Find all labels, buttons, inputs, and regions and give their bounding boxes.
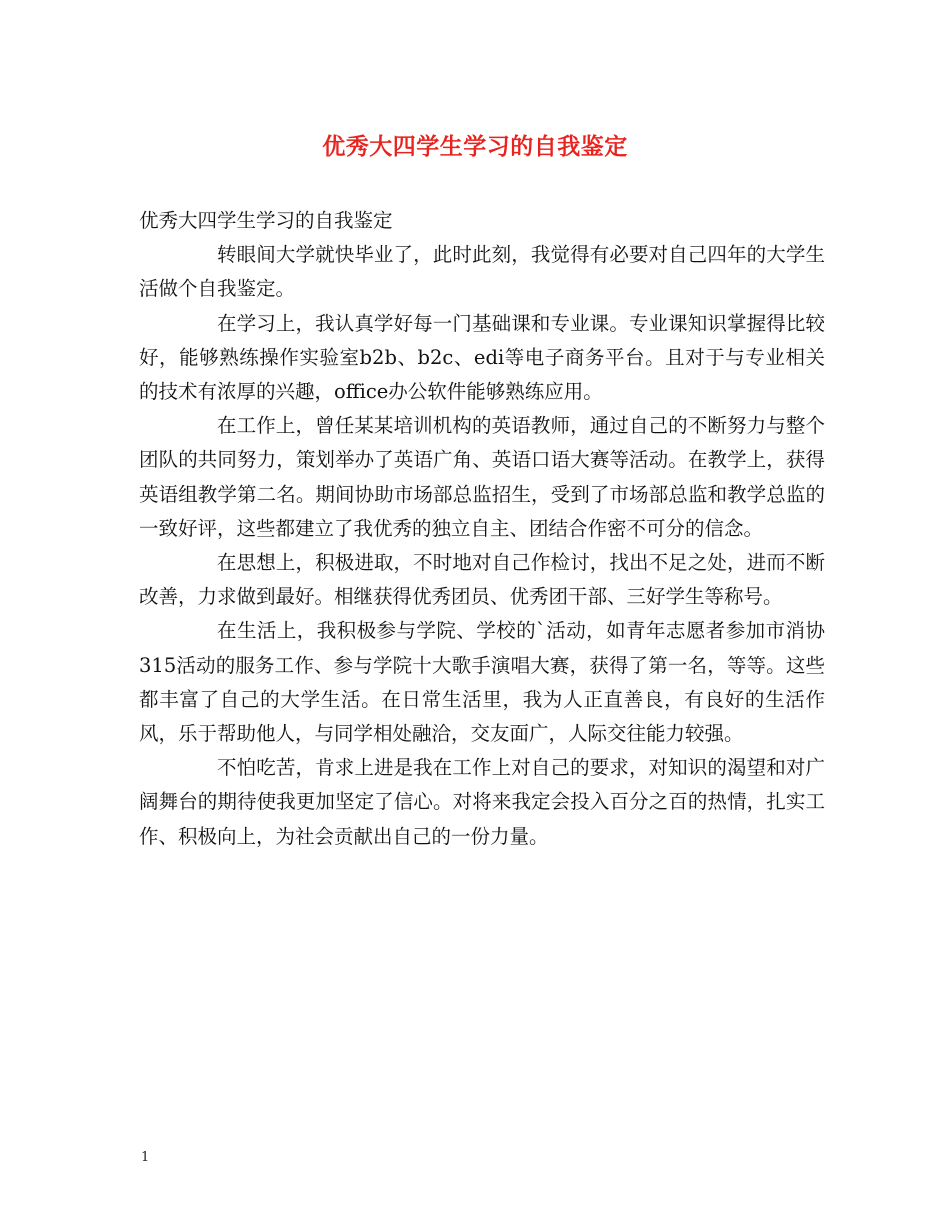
document-subtitle: 优秀大四学生学习的自我鉴定 xyxy=(139,209,393,232)
paragraph-thought: 在思想上，积极进取，不时地对自己作检讨，找出不足之处，进而不断改善，力求做到最好。相继获得优秀团员、优秀团干部、三好学生等称号。 xyxy=(139,551,825,609)
document-body xyxy=(139,204,825,854)
paragraph-study: 在学习上，我认真学好每一门基础课和专业课。专业课知识掌握得比较好，能够熟练操作实验室b2b、b2c、edi等电子商务平台。且对于与专业相关的技术有浓厚的兴趣，office办公软件能够熟练应用。 xyxy=(139,311,825,404)
page-number: 1 xyxy=(141,1150,150,1165)
paragraph-intro: 转眼间大学就快毕业了，此时此刻，我觉得有必要对自己四年的大学生活做个自我鉴定。 xyxy=(139,243,825,301)
paragraph-life: 在生活上，我积极参与学院、学校的`活动，如青年志愿者参加市消协315活动的服务工作、参与学院十大歌手演唱大赛，获得了第一名，等等。这些都丰富了自己的大学生活。在日常生活里，我为人正直善良，有良好的生活作风，乐于帮助他人，与同学相处融洽，交友面广，人际交往能力较强。 xyxy=(139,619,825,746)
document-title: 优秀大四学生学习的自我鉴定 xyxy=(322,133,628,160)
paragraph-conclusion: 不怕吃苦，肯求上进是我在工作上对自己的要求，对知识的渴望和对广阔舞台的期待使我更加坚定了信心。对将来我定会投入百分之百的热情，扎实工作、积极向上，为社会贡献出自己的一份力量。 xyxy=(139,756,825,848)
paragraph-work: 在工作上，曾任某某培训机构的英语教师，通过自己的不断努力与整个团队的共同努力，策划举办了英语广角、英语口语大赛等活动。在教学上，获得英语组教学第二名。期间协助市场部总监招生，受到了市场部总监和教学总监的一致好评，这些都建立了我优秀的独立自主、团结合作密不可分的信念。 xyxy=(139,414,825,540)
